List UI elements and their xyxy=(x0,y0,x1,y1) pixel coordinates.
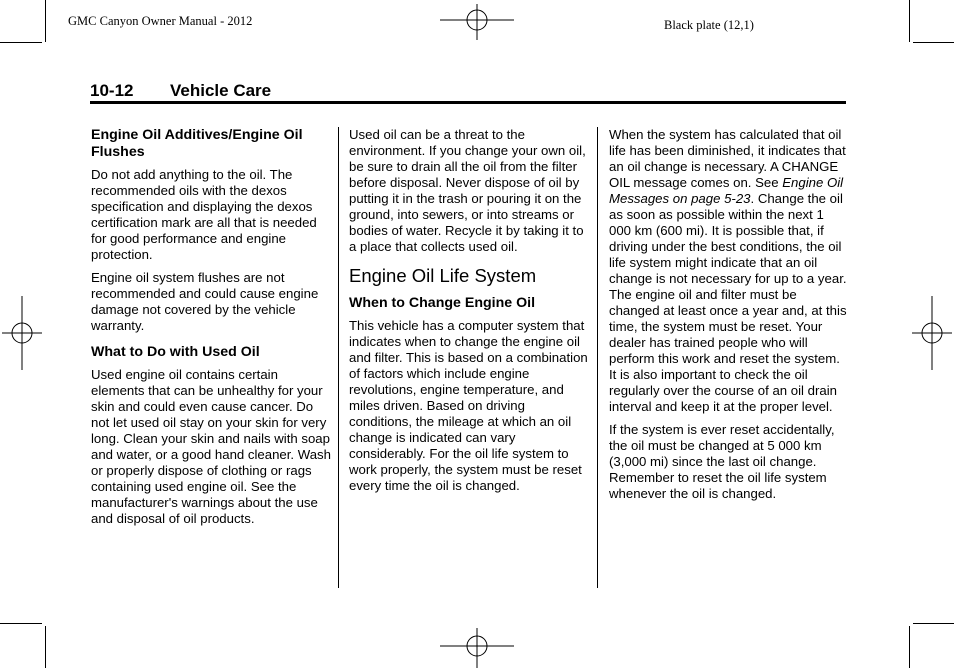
paragraph-used-oil-health: Used engine oil contains certain elements that can be unhealthy for your skin and could even cause cancer. Do not let used oil stay on your skin for very long. Clean your skin and nails with soap and water, or a good hand cleaner. Wash or properly dispose of clothing or rags containing used engine oil. See the manufacturer's warnings about the use and disposal of oil products. xyxy=(91,367,331,526)
print-header-plate: Black plate (12,1) xyxy=(664,18,754,32)
crop-mark-bottom-right-vertical xyxy=(909,626,910,668)
paragraph-flushes: Engine oil system flushes are not recommended and could cause engine damage not covered by the vehicle warranty. xyxy=(91,270,319,333)
crop-mark-top-right-vertical xyxy=(909,0,910,42)
column-divider-2 xyxy=(597,127,598,588)
column-1 xyxy=(91,127,331,534)
crop-mark-top-left-horizontal xyxy=(0,42,42,43)
section-title: Vehicle Care xyxy=(170,81,272,100)
paragraph-text-a: When the system has calculated that oil life has been diminished, it indicates that an oil change is necessary. A CHANGE OIL message comes on. See xyxy=(609,127,846,190)
cross-reference-link[interactable]: Engine Oil Messages on page 5-23 xyxy=(609,175,844,206)
column-3 xyxy=(609,127,849,509)
paragraph-used-oil-environment: Used oil can be a threat to the environment. If you change your own oil, be sure to drain all the oil from the filter before disposal. Never dispose of oil by putting it in the trash or pouring it on the ground, into sewers, or into streams or bodies of water. Recycle it by taking it to a place that collects used oil. xyxy=(349,127,586,254)
crop-mark-top-left-vertical xyxy=(45,0,46,42)
heading-oil-additives: Engine Oil Additives/Engine Oil Flushes xyxy=(91,127,303,160)
paragraph-text-b: . Change the oil as soon as possible within the next 1 000 km (600 mi). It is possible that, if driving under the best conditions, the oil life system might indicate that an oil change is not necessary for up to a year. The engine oil and filter must be changed at least once a year and, at this time, the system must be reset. Your dealer has trained people who will perform this work and reset the system. It is also important to check the oil regularly over the course of an oil drain interval and keep it at the proper level. xyxy=(609,191,847,414)
heading-when-to-change: When to Change Engine Oil xyxy=(349,295,536,311)
print-header-title: GMC Canyon Owner Manual - 2012 xyxy=(68,14,253,28)
registration-mark-left-icon xyxy=(2,296,42,370)
column-divider-1 xyxy=(338,127,339,588)
paragraph-change-oil-message xyxy=(609,127,849,415)
paragraph-additives: Do not add anything to the oil. The recommended oils with the dexos specification and displaying the dexos certification mark are all that is needed for good performance and engine protection. xyxy=(91,167,317,262)
crop-mark-bottom-left-vertical xyxy=(45,626,46,668)
paragraph-oil-life-computer: This vehicle has a computer system that indicates when to change the engine oil and filter. This is based on a combination of factors which include engine revolutions, engine temperature, and miles driven. Based on driving conditions, the mileage at which an oil change is indicated can vary considerably. For the oil life system to work properly, the system must be reset every time the oil is changed. xyxy=(349,318,588,493)
paragraph-reset-accidentally: If the system is ever reset accidentally, the oil must be changed at 5 000 km (3,000 mi) since the last oil change. Remember to reset the oil life system whenever the oil is changed. xyxy=(609,422,835,501)
registration-mark-bottom-icon xyxy=(440,628,514,668)
crop-mark-bottom-left-horizontal xyxy=(0,623,42,624)
registration-mark-top-icon xyxy=(440,4,514,40)
page-number: 10-12 xyxy=(90,81,134,100)
column-2 xyxy=(349,127,589,501)
heading-used-oil: What to Do with Used Oil xyxy=(91,344,260,360)
crop-mark-bottom-right-horizontal xyxy=(913,623,954,624)
heading-oil-life-system: Engine Oil Life System xyxy=(349,265,537,286)
header-rule xyxy=(90,101,846,104)
crop-mark-top-right-horizontal xyxy=(913,42,954,43)
registration-mark-right-icon xyxy=(912,296,952,370)
